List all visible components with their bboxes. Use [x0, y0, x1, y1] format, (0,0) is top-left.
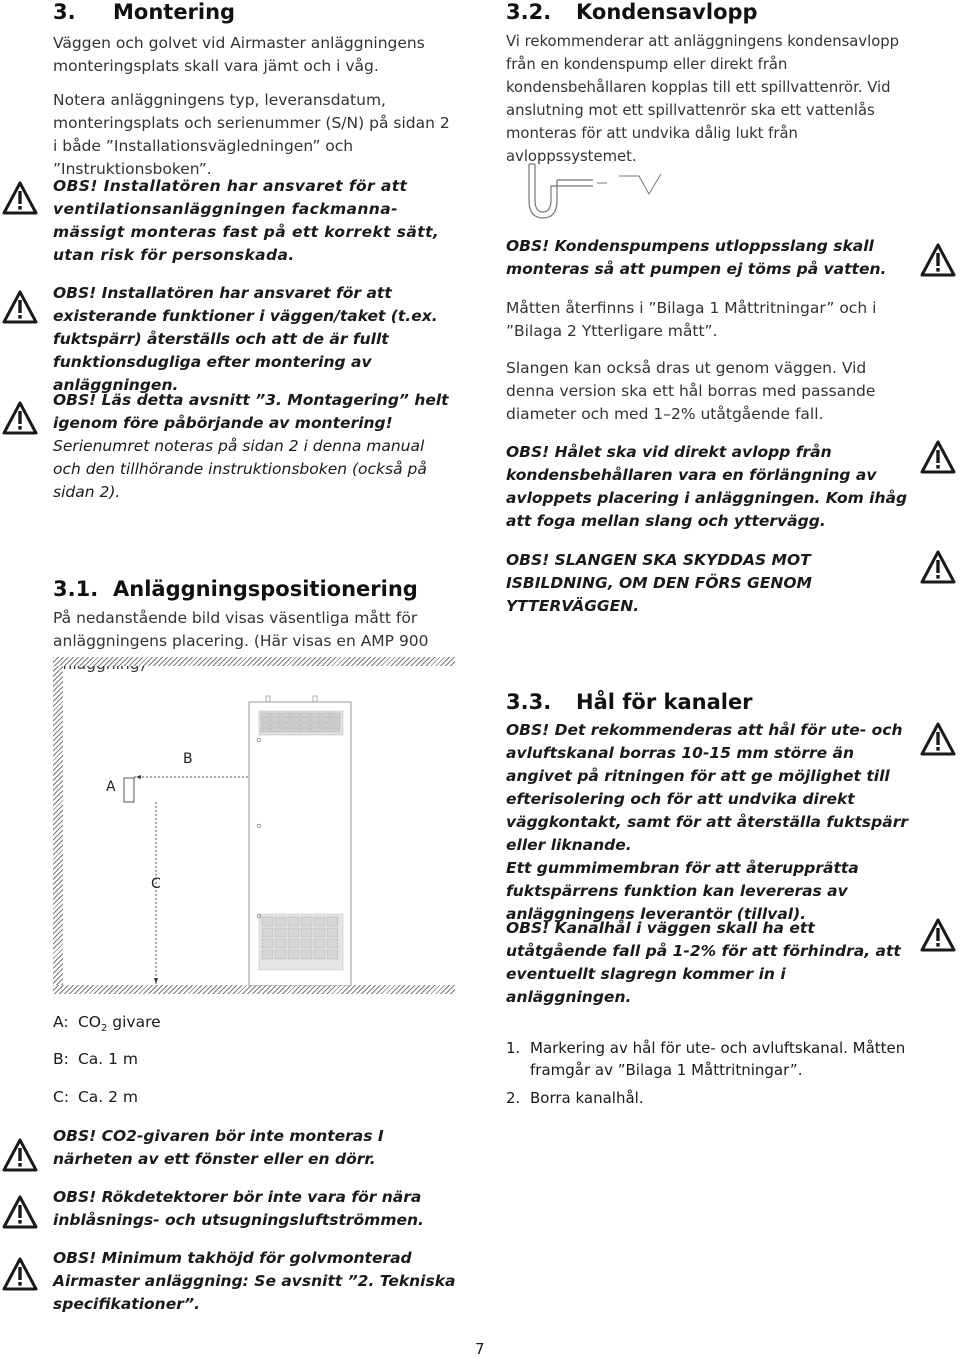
section-title: Montering [113, 0, 236, 24]
diagram-label-b: B [183, 751, 193, 767]
legend-subscript: 2 [100, 1023, 108, 1035]
step-number: 2. [506, 1089, 521, 1107]
warning-icon [2, 401, 38, 435]
warning-existing-functions: OBS! Installatören har ansvaret för att existerande funktioner i väggen/taket (t.ex. fuktspärr) återställs och att de är fullt funktionsdugliga efter montering av anläggningen. [53, 284, 438, 394]
step-number: 1. [506, 1039, 521, 1057]
warning-ceiling-height: OBS! Minimum takhöjd för golvmonterad Airmaster anläggning: Se avsnitt ”2. Tekniska specifikationer”. [53, 1249, 456, 1313]
legend-row-a [53, 1013, 161, 1034]
wall-hatch [53, 666, 63, 988]
section-3-paragraph-2: Notera anläggningens typ, leveransdatum, monteringsplats och serienummer (S/N) på sidan 2 i både ”Installationsvägledningen” och ”Instruktionsboken”. [53, 91, 450, 178]
step-text: Markering av hål för ute- och avluftskanal. Måtten framgår av ”Bilaga 1 Måttritningar”. [530, 1039, 906, 1079]
section-number: 3.1. [53, 577, 99, 601]
warning-icon [920, 243, 956, 277]
warning-installer-responsibility: OBS! Installatören har ansvaret för att ventilationsanläggningen fackmanna-mässigt monteras fast på ett korrekt sätt, utan risk för personskada. [53, 177, 440, 264]
legend-text: CO [77, 1013, 101, 1031]
warning-ice-protection: OBS! SLANGEN SKA SKYDDAS MOT ISBILDNING, OM DEN FÖRS GENOM YTTERVÄGGEN. [506, 551, 812, 615]
section-3-heading [53, 0, 235, 24]
warning-icon [920, 722, 956, 756]
warning-duct-slope: OBS! Kanalhål i väggen skall ha ett utåtgående fall på 1-2% för att förhindra, att eventuellt slagregn kommer in i anläggningen. [506, 919, 901, 1006]
section-number: 3. [53, 0, 76, 24]
section-3-3-heading [506, 690, 753, 714]
ceiling-hatch [53, 657, 455, 666]
placement-diagram [63, 666, 455, 986]
legend-key: C: [53, 1088, 70, 1106]
section-3-2-paragraph: Vi rekommenderar att anläggningens kondensavlopp från en kondenspump eller direkt från kondensbehållaren kopplas till ett spillvattenrör. Vid anslutning mot ett spillvattenrör ska ett vattenlås monteras för att undvika dålig lukt från avloppssystemet. [506, 33, 900, 165]
steps-list [506, 1037, 910, 1109]
step-text: Borra kanalhål. [530, 1089, 644, 1107]
section-number: 3.2. [506, 0, 552, 24]
legend-row-c [53, 1088, 138, 1106]
dimensions-reference: Måtten återfinns i ”Bilaga 1 Måttritningar” och i ”Bilaga 2 Ytterligare mått”. [506, 299, 877, 340]
co2-sensor-box [124, 778, 134, 802]
section-3-paragraph-1: Väggen och golvet vid Airmaster anläggningens monteringsplats skall vara jämt och i våg. [53, 34, 425, 75]
warning-read-section-plain: Serienumret noteras på sidan 2 i denna manual och den tillhörande instruktionsboken (också på sidan 2). [53, 437, 427, 501]
bottom-grille [259, 914, 343, 970]
warning-icon [2, 290, 38, 324]
diagram-label-c: C [151, 876, 161, 892]
section-3-2-heading [506, 0, 758, 24]
legend-text-suffix: givare [107, 1013, 161, 1031]
list-item [506, 1037, 910, 1081]
diagram-label-a: A [106, 779, 116, 795]
legend-text: Ca. 2 m [77, 1088, 138, 1106]
warning-read-section-bold: OBS! Läs detta avsnitt ”3. Montagering” helt igenom före påbörjande av montering! [53, 391, 449, 432]
section-title: Hål för kanaler [576, 690, 753, 714]
warning-duct-holes [506, 719, 910, 926]
warning-co2-placement: OBS! CO2-givaren bör inte monteras I närheten av ett fönster eller en dörr. [53, 1127, 384, 1168]
legend-key: B: [53, 1050, 69, 1068]
section-title: Anläggningspositionering [113, 577, 418, 601]
warning-icon [2, 181, 38, 215]
floor-hatch [53, 985, 455, 994]
section-3-1-paragraph: På nedanstående bild visas väsentliga mått för anläggningens placering. (Här visas en AMP 900 [53, 609, 429, 650]
warning-hole-drain: OBS! Hålet ska vid direkt avlopp från kondensbehållaren vara en förlängning av avloppets placering i anläggningen. Kom ihåg att foga mellan slang och yttervägg. [506, 443, 908, 530]
warning-icon [2, 1138, 38, 1172]
hose-through-wall: Slangen kan också dras ut genom väggen. Vid denna version ska ett hål borras med passande diameter och med 1–2% utåtgående fall. [506, 359, 876, 423]
warning-icon [920, 440, 956, 474]
warning-smoke-detectors: OBS! Rökdetektorer bör inte vara för nära inblåsnings- och utsugningsluftströmmen. [53, 1188, 424, 1229]
section-3-1-heading [53, 577, 418, 601]
warning-icon [920, 550, 956, 584]
warning-duct-holes-main: OBS! Det rekommenderas att hål för ute- och avluftskanal borras 10-15 mm större än angivet på ritningen för att ge möjlighet till efterisolering och för att undvika direkt väggkontakt, samt för att återställa fuktspärr eller liknande. [506, 721, 908, 854]
drain-trap-illustration [515, 160, 665, 226]
legend-text: Ca. 1 m [77, 1050, 138, 1068]
list-item [506, 1087, 910, 1109]
section-number: 3.3. [506, 690, 552, 714]
warning-icon [2, 1257, 38, 1291]
legend-key: A: [53, 1013, 69, 1031]
warning-read-section [53, 389, 456, 504]
legend-row-b [53, 1050, 138, 1068]
section-title: Kondensavlopp [576, 0, 758, 24]
warning-icon [2, 1195, 38, 1229]
warning-icon [920, 918, 956, 952]
top-grille [259, 711, 343, 735]
page-number: 7 [475, 1340, 485, 1358]
warning-duct-holes-membrane: Ett gummimembran för att återupprätta fuktspärrens funktion kan levereras av anläggningens leverantör (tillval). [506, 859, 859, 923]
warning-pump-hose: OBS! Kondenspumpens utloppsslang skall monteras så att pumpen ej töms på vatten. [506, 237, 887, 278]
